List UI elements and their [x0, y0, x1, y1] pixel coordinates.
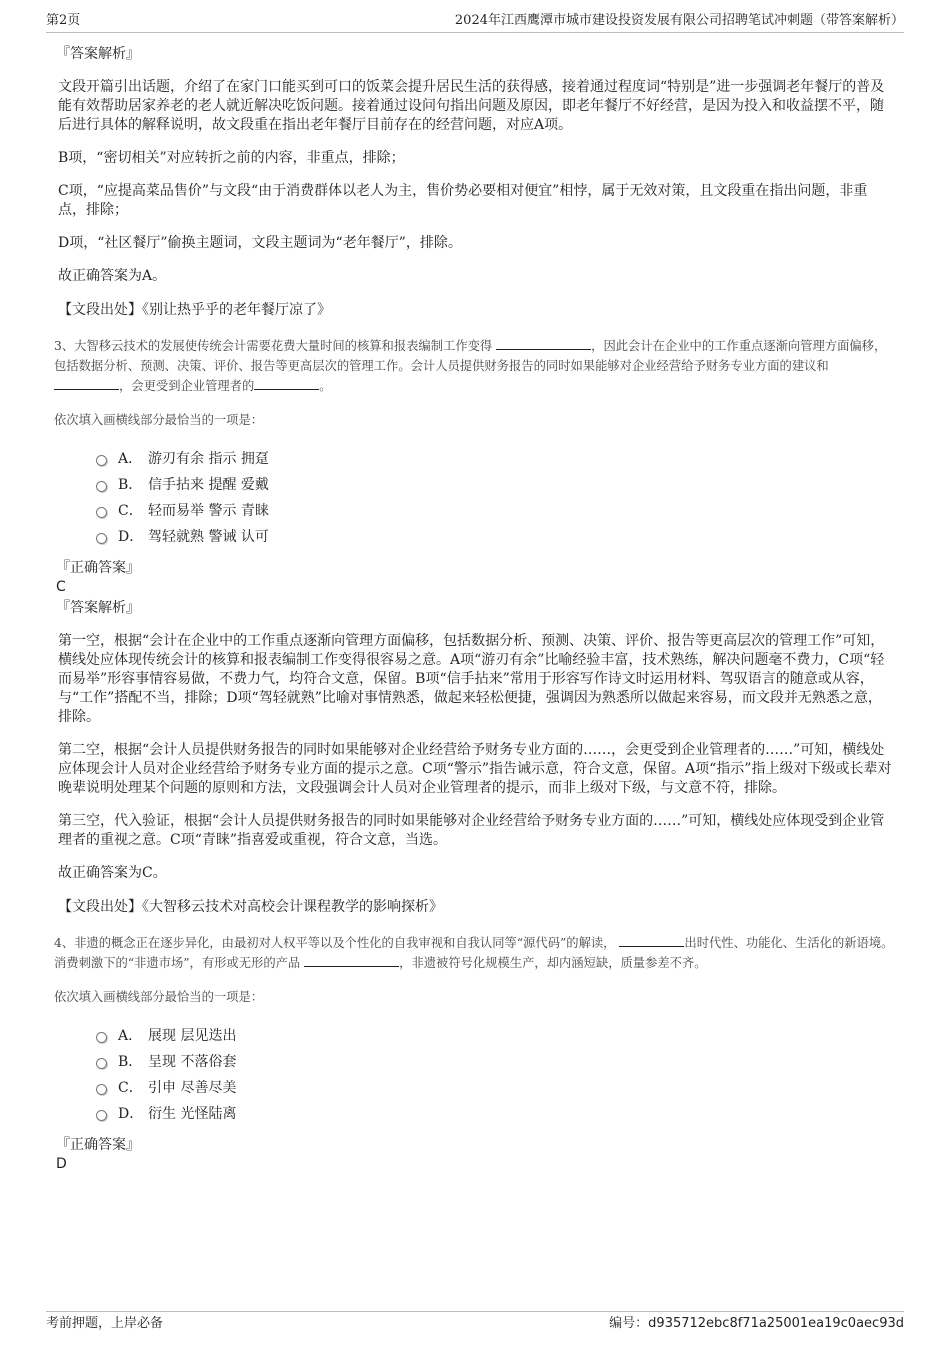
correct-answer-label: 『正确答案』 [56, 1137, 140, 1153]
option-d[interactable]: D． 衍生 光怪陆离 [96, 1101, 894, 1127]
fill-blank-2 [304, 953, 399, 967]
radio-button-icon[interactable] [96, 1032, 107, 1043]
correct-answer: C [56, 579, 66, 595]
analysis-label: 『答案解析』 [56, 600, 140, 616]
passage-source: 【文段出处】《别让热乎乎的老年餐厅凉了》 [58, 302, 331, 318]
question-3-prompt: 依次填入画横线部分最恰当的一项是： [54, 413, 264, 427]
fill-blank-1 [619, 933, 684, 947]
radio-button-icon[interactable] [96, 507, 107, 518]
page-footer [46, 1311, 904, 1331]
radio-button-icon[interactable] [96, 481, 107, 492]
question-4-options [96, 1023, 894, 1127]
analysis-label: 『答案解析』 [56, 46, 140, 62]
fill-blank-3 [254, 376, 319, 390]
analysis-paragraph: C项，“应提高菜品售价”与文段“由于消费群体以老人为主，售价势必要相对便宜”相悖，属于无效对策，且文段重在指出问题，非重点，排除； [58, 183, 868, 218]
option-a[interactable]: A． 游刃有余 指示 拥趸 [96, 446, 894, 472]
page-header [46, 12, 904, 33]
radio-button-icon[interactable] [96, 1058, 107, 1069]
analysis-paragraph: 第三空，代入验证，根据“会计人员提供财务报告的同时如果能够对企业经营给予财务专业方面的……”可知，横线处应体现受到企业管理者的重视之意。C项“青睐”指喜爱或重视，符合文意，当选。 [58, 813, 885, 848]
analysis-conclusion: 故正确答案为C。 [58, 865, 167, 881]
radio-button-icon[interactable] [96, 1084, 107, 1095]
document-body [56, 44, 894, 1175]
question-4-stem: 4、非遗的概念正在逐步异化，由最初对人权平等以及个性化的自我审视和自我认同等“源代码”的解读， 出时代性、功能化、生活化的新语境。消费刺激下的“非遗市场”，有形或无形的产品 ，非遗被符号化规模生产，却内涵短缺，质量参差不齐。 [54, 933, 894, 973]
correct-answer: D [56, 1156, 67, 1172]
analysis-paragraph: 第二空，根据“会计人员提供财务报告的同时如果能够对企业经营给予财务专业方面的……，会更受到企业管理者的……”可知，横线处应体现会计人员对企业经营给予财务专业方面的提示之意。C项“警示”指告诫示意，符合文意，保留。A项“指示”指上级对下级或长辈对晚辈说明处理某个问题的原则和方法，文段强调会计人员对企业管理者的提示，而非上级对下级，与文意不符，排除。 [58, 742, 892, 796]
radio-button-icon[interactable] [96, 533, 107, 544]
analysis-conclusion: 故正确答案为A。 [58, 268, 167, 284]
document-title: 2024年江西鹰潭市城市建设投资发展有限公司招聘笔试冲刺题（带答案解析） [454, 13, 904, 28]
analysis-paragraph: D项，“社区餐厅”偷换主题词，文段主题词为“老年餐厅”，排除。 [58, 235, 462, 251]
correct-answer-label: 『正确答案』 [56, 560, 140, 576]
analysis-paragraph: 文段开篇引出话题，介绍了在家门口能买到可口的饭菜会提升居民生活的获得感，接着通过程度词“特别是”进一步强调老年餐厅的普及能有效帮助居家养老的老人就近解决吃饭问题。接着通过设问句指出问题及原因，即老年餐厅不好经营，是因为投入和收益摆不平，随后进行具体的解释说明，故文段重在指出老年餐厅目前存在的经营问题，对应A项。 [58, 79, 885, 133]
radio-button-icon[interactable] [96, 455, 107, 466]
option-c[interactable]: C． 引申 尽善尽美 [96, 1075, 894, 1101]
question-4-prompt: 依次填入画横线部分最恰当的一项是： [54, 990, 264, 1004]
option-c[interactable]: C． 轻而易举 警示 青睐 [96, 498, 894, 524]
analysis-paragraph: 第一空，根据“会计在企业中的工作重点逐渐向管理方面偏移，包括数据分析、预测、决策、评价、报告等更高层次的管理工作”可知，横线处应体现传统会计的核算和报表编制工作变得很容易之意。A项“游刃有余”比喻经验丰富，技术熟练，解决问题毫不费力，C项“轻而易举”形容事情容易做，不费力气，均符合文意，保留。B项“信手拈来”常用于形容写作诗文时运用材料、驾驭语言的随意或从容，与“工作”搭配不当，排除；D项“驾轻就熟”比喻对事情熟悉，做起来轻松便捷，强调因为熟悉所以做起来容易，而文段并无熟悉之意，排除。 [58, 633, 885, 725]
footer-slogan: 考前押题，上岸必备 [46, 1316, 164, 1331]
page-number: 第2页 [46, 13, 81, 28]
document-code: 编号：d935712ebc8f71a25001ea19c0aec93d [609, 1316, 904, 1331]
option-d[interactable]: D． 驾轻就熟 警诫 认可 [96, 524, 894, 550]
passage-source: 【文段出处】《大智移云技术对高校会计课程教学的影响探析》 [58, 899, 443, 915]
option-b[interactable]: B． 信手拈来 提醒 爱戴 [96, 472, 894, 498]
question-3-stem: 3、大智移云技术的发展使传统会计需要花费大量时间的核算和报表编制工作变得 ，因此会计在企业中的工作重点逐渐向管理方面偏移，包括数据分析、预测、决策、评价、报告等更高层次的管理工作。会计人员提供财务报告的同时如果能够对企业经营给予财务专业方面的建议和 ，会更受到企业管理者的 。 [54, 336, 894, 396]
fill-blank-2 [54, 376, 119, 390]
radio-button-icon[interactable] [96, 1110, 107, 1121]
option-b[interactable]: B． 呈现 不落俗套 [96, 1049, 894, 1075]
question-3-options [96, 446, 894, 550]
option-a[interactable]: A． 展现 层见迭出 [96, 1023, 894, 1049]
fill-blank-1 [496, 336, 591, 350]
analysis-paragraph: B项，“密切相关”对应转折之前的内容，非重点，排除； [58, 150, 405, 166]
